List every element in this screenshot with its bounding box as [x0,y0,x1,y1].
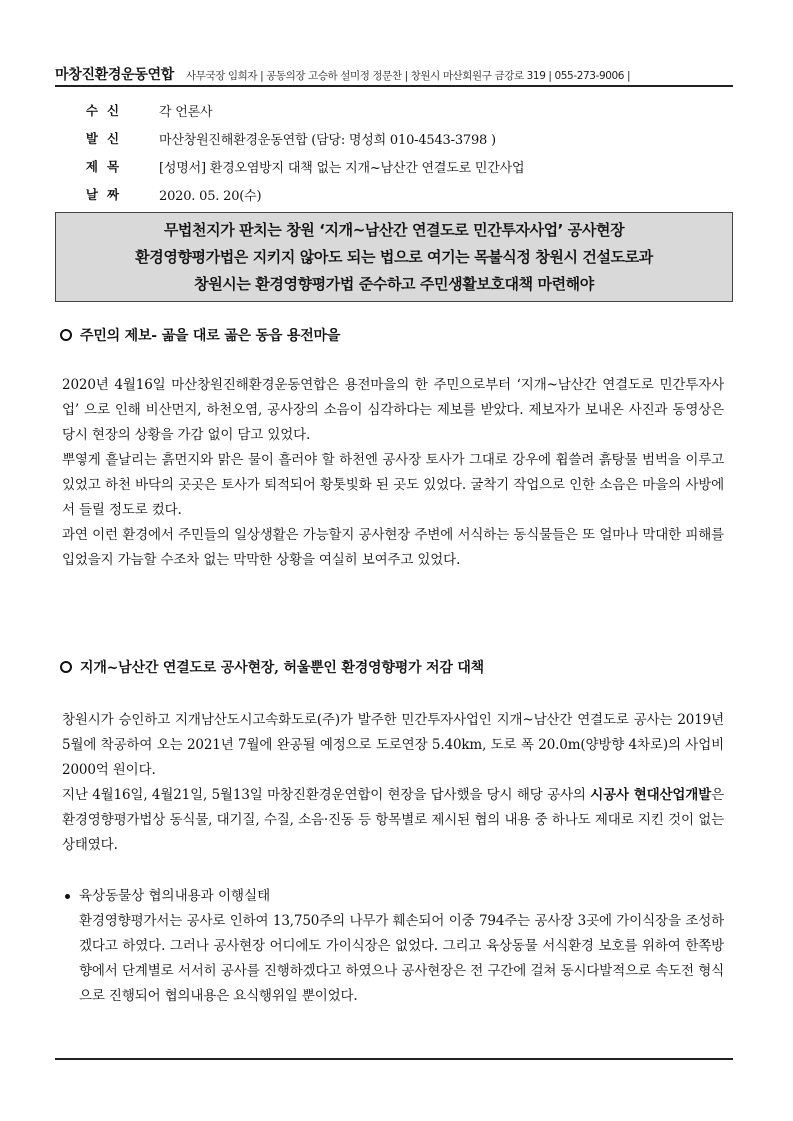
letterhead [55,54,735,84]
letterhead-divider [55,85,733,87]
footer-divider [55,1058,733,1060]
section2-body [62,708,724,858]
meta-label: 날짜 [85,187,129,202]
meta-label: 수신 [85,103,129,118]
bullet-item [62,884,724,1009]
paragraph: 창원시가 승인하고 지개남산도시고속화도로(주)가 발주한 민간투자사업인 지개~남산간 연결도로 공사는 2019년 5월에 착공하여 오는 2021년 7월에 완공될 예정으로 도로연장 5.40km, 도로 폭 20.0m(양방향 4차로)의 사업비 2000억 원이다. [62,712,724,778]
paragraph: 뿌옇게 흩날리는 흙먼지와 맑은 물이 흘러야 할 하천엔 공사장 토사가 그대로 강우에 휩쓸려 흙탕물 범벅을 이루고 있었고 하천 바닥의 곳곳은 토사가 퇴적되어 황톳빛화 된 곳도 있었다. 굴착기 작업으로 인한 소음은 마을의 사방에서 들릴 정도로 컸다. [62,452,724,518]
headline-line: 무법천지가 판치는 창원 ‘지개~남산간 연결도로 민간투자사업’ 공사현장 [163,220,625,239]
section-title-text: 지개~남산간 연결도로 공사현장, 허울뿐인 환경영향평가 저감 대책 [80,660,484,676]
meta-label: 제목 [85,159,129,174]
meta-value: [성명서] 환경오염방지 대책 없는 지개~남산간 연결도로 민간사업 [159,160,525,176]
circle-bullet-icon [60,661,72,673]
paragraph: 2020년 4월16일 마산창원진해환경운동연합은 용전마을의 한 주민으로부터 ‘지개~남산간 연결도로 민간투자사업’ 으로 인해 비산먼지, 하천오염, 공사장의 소음이 심각하다는 제보를 받았다. 제보자가 보내온 사진과 동영상은 당시 현장의 상황을 가감 없이 담고 있었다. [62,377,724,443]
contractor-name: 시공사 현대산업개발 [590,787,712,803]
memo-meta-block [55,96,735,208]
paragraph-text: 지난 4월16일, 4월21일, 5월13일 마창진환경운연합이 현장을 답사했을 당시 해당 공사의 [62,787,591,803]
section1-body [62,373,724,573]
meta-row-sender [55,124,735,152]
section-title-text: 주민의 제보- 곪을 대로 곪은 동읍 용전마을 [80,328,341,344]
section-title-2 [60,657,484,677]
meta-label: 발신 [85,131,129,146]
meta-value: 2020. 05. 20(수) [159,188,262,204]
bullet-heading [62,884,724,909]
bullet-body: 환경영향평가서는 공사로 인하여 13,750주의 나무가 훼손되어 이중 794주는 공사장 3곳에 가이식장을 조성하겠다고 하였다. 그러나 공사현장 어디에도 가이식장은 없었다. 그리고 육상동물 서식환경 보호를 위하여 한쪽방향에서 단계별로 서서히 공사를 진행하겠다고 하였으나 공사현장은 전 구간에 걸쳐 동시다발적으로 속도전 형식으로 진행되어 협의내용은 요식행위일 뿐이었다. [79,913,724,1004]
meta-row-subject [55,152,735,180]
paragraph: 과연 이런 환경에서 주민들의 일상생활은 가능할지 공사현장 주변에 서식하는 동식물들은 또 얼마나 막대한 피해를 입었을지 가늠할 수조차 없는 막막한 상황을 여실히 보여주고 있었다. [62,527,724,568]
bullet-dot-icon [65,894,70,899]
headline-line: 환경영향평가법은 지키지 않아도 되는 법으로 여기는 목불식정 창원시 건설도로과 [135,247,653,266]
meta-value: 각 언론사 [159,104,213,120]
paragraph-text: 은 환경영향평가법상 동식물, 대기질, 수질, 소음·진동 등 항목별로 제시된 협의 내용 중 하나도 제대로 지킨 것이 없는 상태였다. [62,787,724,853]
paragraph [62,783,724,858]
letterhead-contact-info: 사무국장 임희자 | 공동의장 고승하 설미정 정문찬 | 창원시 마산회원구 금강로 319 | 055-273-9006 | [186,70,631,82]
meta-row-date [55,180,735,208]
bullet-title: 육상동물상 협의내용과 이행실태 [79,888,271,904]
section-title-1 [60,325,340,345]
meta-row-recipient [55,96,735,124]
headline-line: 창원시는 환경영향평가법 준수하고 주민생활보호대책 마련해야 [194,274,594,293]
circle-bullet-icon [60,329,72,341]
organization-name: 마창진환경운동연합 [55,67,175,83]
meta-value: 마산창원진해환경운동연합 (담당: 명성희 010-4543-3798 ) [159,132,496,148]
headline-box [55,212,733,302]
